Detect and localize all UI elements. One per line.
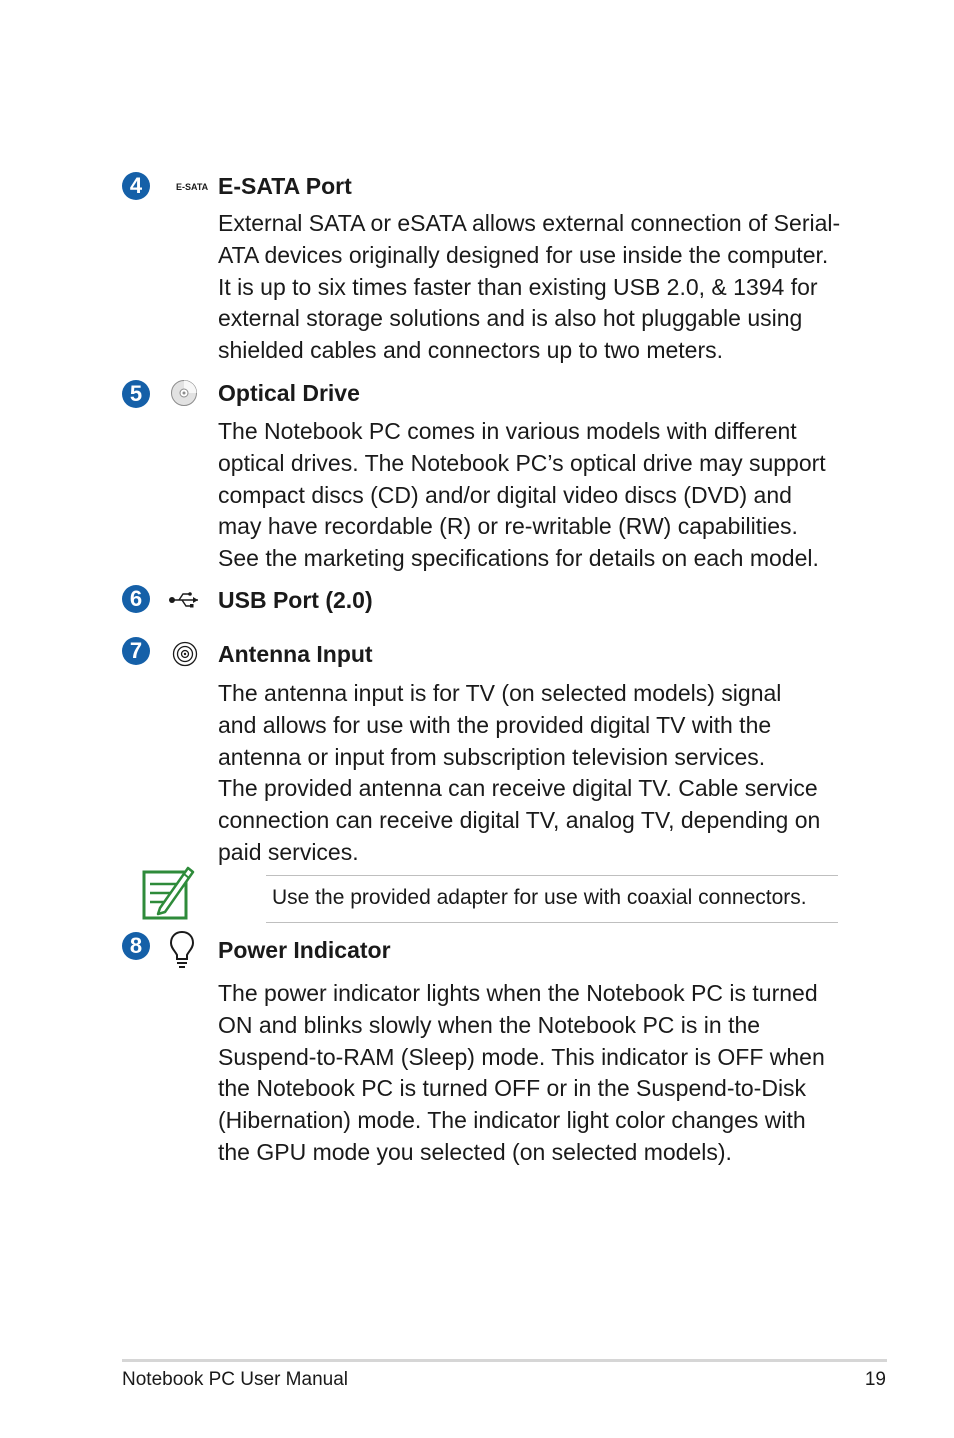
- section-number-badge: 4: [122, 172, 150, 200]
- section-title: Optical Drive: [218, 380, 360, 406]
- section-description: [218, 678, 848, 869]
- text-line: compact discs (CD) and/or digital video discs (DVD) and: [218, 481, 792, 508]
- section-description: [218, 978, 848, 1169]
- section-number-badge: 8: [122, 932, 150, 960]
- footer-title: Notebook PC User Manual: [122, 1369, 348, 1390]
- note-text: Use the provided adapter for use with coaxial connectors.: [272, 886, 807, 909]
- section-title: E-SATA Port: [218, 173, 352, 199]
- antenna-icon: [172, 641, 198, 667]
- text-line: and allows for use with the provided digital TV with the: [218, 711, 772, 738]
- page-number: 19: [864, 1369, 886, 1390]
- text-line: optical drives. The Notebook PC’s optical drive may support: [218, 449, 826, 476]
- text-line: (Hibernation) mode. The indicator light color changes with: [218, 1107, 806, 1134]
- esata-icon: E-SATA: [176, 182, 209, 192]
- text-line: Suspend-to-RAM (Sleep) mode. This indicator is OFF when: [218, 1043, 825, 1070]
- text-line: antenna or input from subscription television services.: [218, 743, 766, 770]
- text-line: The power indicator lights when the Notebook PC is turned: [218, 980, 818, 1006]
- text-line: connection can receive digital TV, analog TV, depending on: [218, 807, 821, 834]
- section-description: [218, 416, 848, 575]
- section-number-badge: 7: [122, 637, 150, 665]
- section-title: Antenna Input: [218, 641, 373, 667]
- text-line: The Notebook PC comes in various models with different: [218, 418, 797, 444]
- optical-disc-icon: [170, 379, 198, 407]
- text-line: the Notebook PC is turned OFF or in the Suspend-to-Disk: [218, 1075, 807, 1102]
- section-description: [218, 208, 848, 367]
- text-line: ON and blinks slowly when the Notebook PC is in the: [218, 1011, 761, 1038]
- light-bulb-icon: [168, 929, 196, 969]
- text-line: external storage solutions and is also hot pluggable using: [218, 305, 803, 332]
- footer-divider: [122, 1359, 887, 1362]
- usb-icon: [168, 590, 202, 610]
- text-line: the GPU mode you selected (on selected models).: [218, 1138, 732, 1165]
- section-title: Power Indicator: [218, 937, 391, 963]
- text-line: See the marketing specifications for details on each model.: [218, 545, 819, 572]
- note-pencil-icon: [140, 862, 196, 922]
- section-title: USB Port (2.0): [218, 587, 373, 613]
- section-number-badge: 6: [122, 585, 150, 613]
- section-number-badge: 5: [122, 380, 150, 408]
- text-line: may have recordable (R) or re-writable (RW) capabilities.: [218, 513, 798, 540]
- text-line: paid services.: [218, 838, 359, 865]
- text-line: shielded cables and connectors up to two meters.: [218, 337, 724, 364]
- note-box: [266, 875, 838, 923]
- text-line: It is up to six times faster than existing USB 2.0, & 1394 for: [218, 273, 818, 300]
- text-line: The provided antenna can receive digital TV. Cable service: [218, 775, 818, 802]
- text-line: ATA devices originally designed for use inside the computer.: [218, 241, 829, 268]
- text-line: External SATA or eSATA allows external connection of Serial-: [218, 210, 841, 236]
- text-line: The antenna input is for TV (on selected models) signal: [218, 680, 782, 706]
